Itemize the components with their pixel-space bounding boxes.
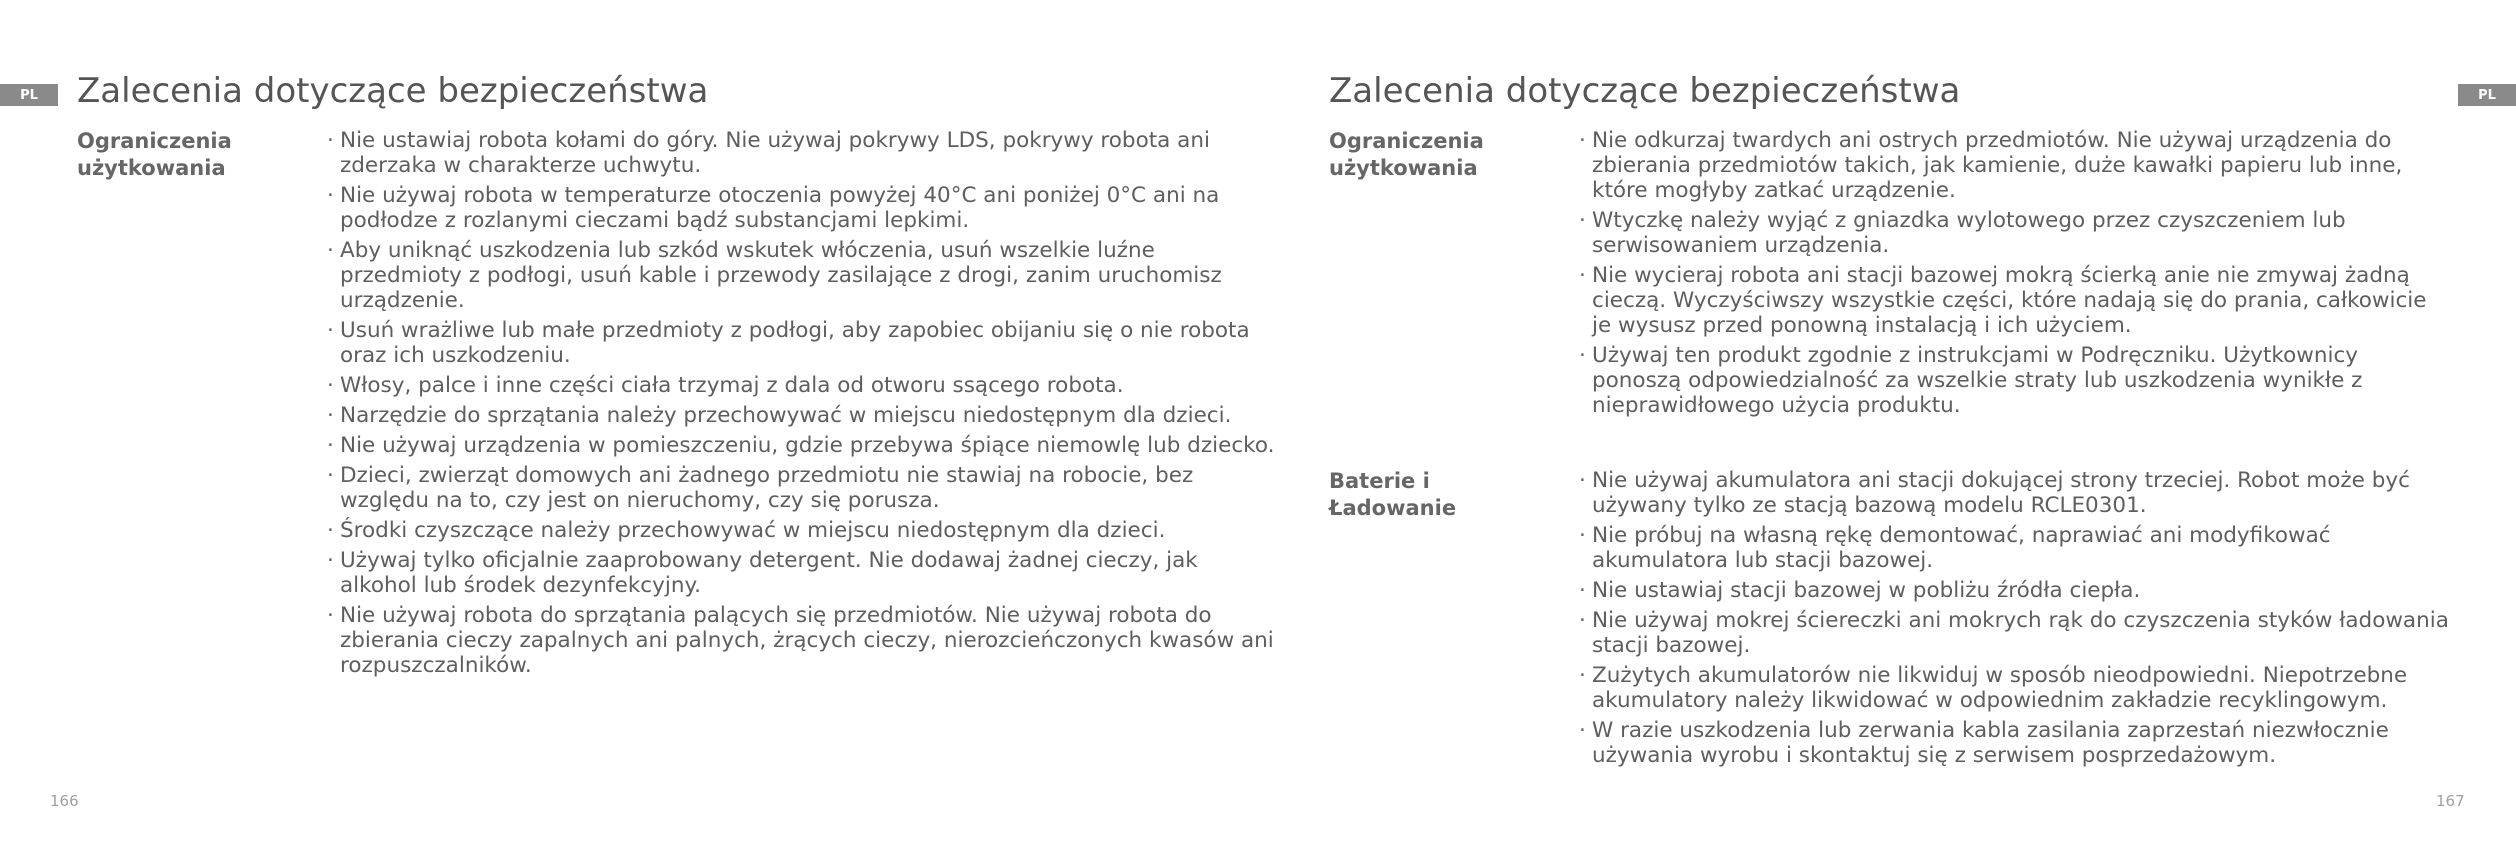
bullet-dot: · <box>327 403 334 428</box>
list-item <box>1579 663 2449 713</box>
bullet-dot: · <box>327 518 334 543</box>
bullet-list <box>1579 128 2449 423</box>
list-item-text: Aby uniknąć uszkodzenia lub szkód wskutek włóczenia, usuń wszelkie luźne przedmioty z podłogi, usuń kable i przewody zasilające z drogi, zanim uruchomisz urządzenie. <box>340 238 1222 313</box>
bullet-dot: · <box>1579 663 1586 688</box>
list-item-text: Dzieci, zwierząt domowych ani żadnego przedmiotu nie stawiaj na robocie, bez względu na to, czy jest on nieruchomy, czy się porusza. <box>340 463 1194 513</box>
list-item <box>1579 608 2449 658</box>
list-item <box>327 373 1277 398</box>
list-item-text: Nie używaj mokrej ściereczki ani mokrych rąk do czyszczenia styków ładowania stacji bazowej. <box>1592 608 2449 658</box>
list-item <box>327 603 1277 678</box>
list-item-text: Narzędzie do sprzątania należy przechowywać w miejscu niedostępnym dla dzieci. <box>340 403 1232 428</box>
list-item <box>1579 208 2449 258</box>
list-item-text: Środki czyszczące należy przechowywać w miejscu niedostępnym dla dzieci. <box>340 518 1166 543</box>
list-item <box>327 318 1277 368</box>
page-title-right: Zalecenia dotyczące bezpieczeństwa <box>1329 71 1961 111</box>
bullet-dot: · <box>1579 523 1586 548</box>
bullet-dot: · <box>1579 578 1586 603</box>
bullet-dot: · <box>327 463 334 488</box>
list-item-text: Nie próbuj na własną rękę demontować, naprawiać ani modyfikować akumulatora lub stacji bazowej. <box>1592 523 2331 573</box>
bullet-dot: · <box>327 318 334 343</box>
page-number-right: 167 <box>2436 792 2465 810</box>
bullet-dot: · <box>1579 608 1586 633</box>
list-item-text: Używaj ten produkt zgodnie z instrukcjami w Podręczniku. Użytkownicy ponoszą odpowiedzialność za wszelkie straty lub uszkodzenia wynikłe z nieprawidłowego użycia produktu. <box>1592 343 2363 418</box>
bullet-dot: · <box>1579 718 1586 743</box>
list-item-text: Używaj tylko oficjalnie zaaprobowany detergent. Nie dodawaj żadnej cieczy, jak alkohol lub środek dezynfekcyjny. <box>340 548 1198 598</box>
list-item <box>1579 578 2449 603</box>
list-item-text: Zużytych akumulatorów nie likwiduj w sposób nieodpowiedni. Niepotrzebne akumulatory należy likwidować w odpowiednim zakładzie recyklingowym. <box>1592 663 2408 713</box>
list-item-text: Nie używaj akumulatora ani stacji dokującej strony trzeciej. Robot może być używany tylko ze stacją bazową modelu RCLE0301. <box>1592 468 2410 518</box>
list-item-text: Usuń wrażliwe lub małe przedmioty z podłogi, aby zapobiec obijaniu się o nie robota oraz ich uszkodzeniu. <box>340 318 1250 368</box>
list-item <box>1579 128 2449 203</box>
bullet-dot: · <box>327 183 334 208</box>
bullet-dot: · <box>327 238 334 263</box>
list-item <box>327 183 1277 233</box>
bullet-dot: · <box>1579 263 1586 288</box>
bullet-dot: · <box>327 373 334 398</box>
bullet-dot: · <box>1579 468 1586 493</box>
section-label: Ograniczenia użytkowania <box>1329 129 1484 180</box>
bullet-list <box>1579 468 2449 773</box>
bullet-dot: · <box>1579 128 1586 153</box>
list-item <box>1579 718 2449 768</box>
list-item-text: Nie ustawiaj stacji bazowej w pobliżu źródła ciepła. <box>1592 578 2141 603</box>
bullet-dot: · <box>327 433 334 458</box>
list-item <box>327 433 1277 458</box>
list-item <box>327 403 1277 428</box>
bullet-dot: · <box>1579 343 1586 368</box>
list-item <box>327 238 1277 313</box>
list-item-text: Nie wycieraj robota ani stacji bazowej mokrą ścierką anie nie zmywaj żadną cieczą. Wyczyściwszy wszystkie części, które nadają się do prania, całkowicie je wysusz przed ponowną instalacją i ich użyciem. <box>1592 263 2427 338</box>
bullet-dot: · <box>1579 208 1586 233</box>
list-item-text: Nie ustawiaj robota kołami do góry. Nie używaj pokrywy LDS, pokrywy robota ani zderzaka w charakterze uchwytu. <box>340 128 1210 178</box>
page-number-left: 166 <box>50 792 79 810</box>
bullet-list <box>327 128 1277 683</box>
list-item-text: Nie odkurzaj twardych ani ostrych przedmiotów. Nie używaj urządzenia do zbierania przedmiotów takich, jak kamienie, duże kawałki papieru lub inne, które mogłyby zatkać urządzenie. <box>1592 128 2403 203</box>
list-item <box>327 548 1277 598</box>
bullet-dot: · <box>327 603 334 628</box>
list-item <box>1579 523 2449 573</box>
language-tab-right: PL <box>2458 84 2516 106</box>
list-item <box>1579 263 2449 338</box>
list-item-text: Nie używaj robota do sprzątania palących się przedmiotów. Nie używaj robota do zbierania cieczy zapalnych ani palnych, żrących cieczy, nierozcieńczonych kwasów ani rozpuszczalników. <box>340 603 1274 678</box>
list-item <box>1579 343 2449 418</box>
list-item-text: W razie uszkodzenia lub zerwania kabla zasilania zaprzestań niezwłocznie używania wyrobu i skontaktuj się z serwisem posprzedażowym. <box>1592 718 2389 768</box>
list-item <box>327 518 1277 543</box>
list-item-text: Włosy, palce i inne części ciała trzymaj z dala od otworu ssącego robota. <box>340 373 1124 398</box>
bullet-dot: · <box>327 548 334 573</box>
list-item-text: Wtyczkę należy wyjąć z gniazdka wylotowego przez czyszczeniem lub serwisowaniem urządzenia. <box>1592 208 2346 258</box>
section-label: Baterie i Ładowanie <box>1329 469 1457 520</box>
list-item-text: Nie używaj urządzenia w pomieszczeniu, gdzie przebywa śpiące niemowlę lub dziecko. <box>340 433 1275 458</box>
list-item-text: Nie używaj robota w temperaturze otoczenia powyżej 40°C ani poniżej 0°C ani na podłodze z rozlanymi cieczami bądź substancjami lepkimi. <box>340 183 1220 233</box>
list-item <box>327 463 1277 513</box>
list-item <box>1579 468 2449 518</box>
language-tab-left: PL <box>0 84 58 106</box>
list-item <box>327 128 1277 178</box>
bullet-dot: · <box>327 128 334 153</box>
page-title-left: Zalecenia dotyczące bezpieczeństwa <box>77 71 709 111</box>
section-label: Ograniczenia użytkowania <box>77 129 232 180</box>
